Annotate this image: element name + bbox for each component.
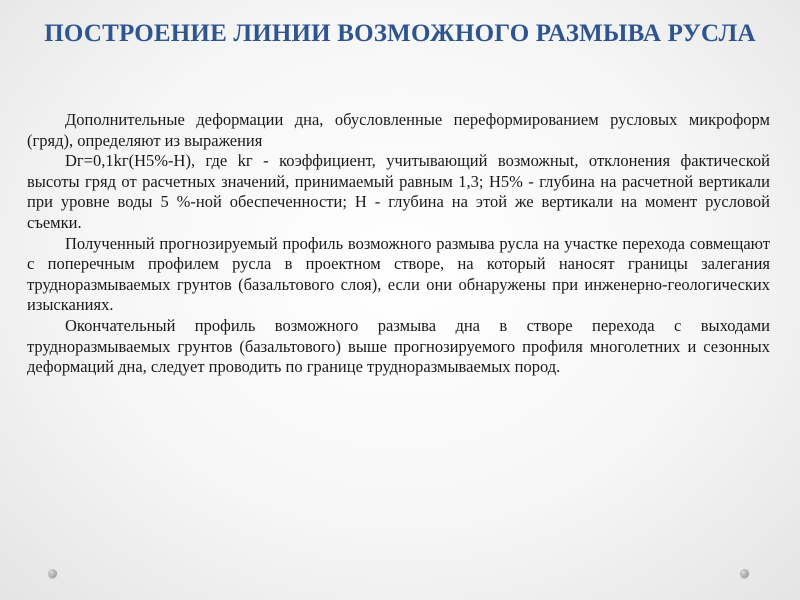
paragraph-1: Дополнительные деформации дна, обусловленные переформированием русловых микроформ (гряд), определяют из выражения	[27, 110, 770, 150]
paragraph-4: Окончательный профиль возможного размыва дна в створе перехода с выходами трудноразмываемых грунтов (базальтового) выше прогнозируемого профиля многолетних и сезонных деформаций дна, следует проводить по границе трудноразмываемых пород.	[27, 315, 770, 377]
slide-title: ПОСТРОЕНИЕ ЛИНИИ ВОЗМОЖНОГО РАЗМЫВА РУСЛА	[44, 20, 756, 47]
paragraph-2: Dг=0,1kг(H5%-H), где kг - коэффициент, учитывающий возможныt, отклонения фактической высоты гряд от расчетных значений, принимаемый равным 1,3; Н5% - глубина на расчетной вертикали при уровне воды 5 %-ной обеспеченности; Н - глубина на этой же вертикали на момент русловой съемки.	[27, 151, 770, 232]
paragraph-3: Полученный прогнозируемый профиль возможного размыва русла на участке перехода совмещают с поперечным профилем русла в проектном створе, на который наносят границы залегания трудноразмываемых грунтов (базальтового слоя), если они обнаружены при инженерно-геологических изысканиях.	[27, 233, 770, 315]
pin-icon	[740, 569, 749, 578]
slide-body	[27, 110, 770, 378]
pin-icon	[48, 569, 57, 578]
